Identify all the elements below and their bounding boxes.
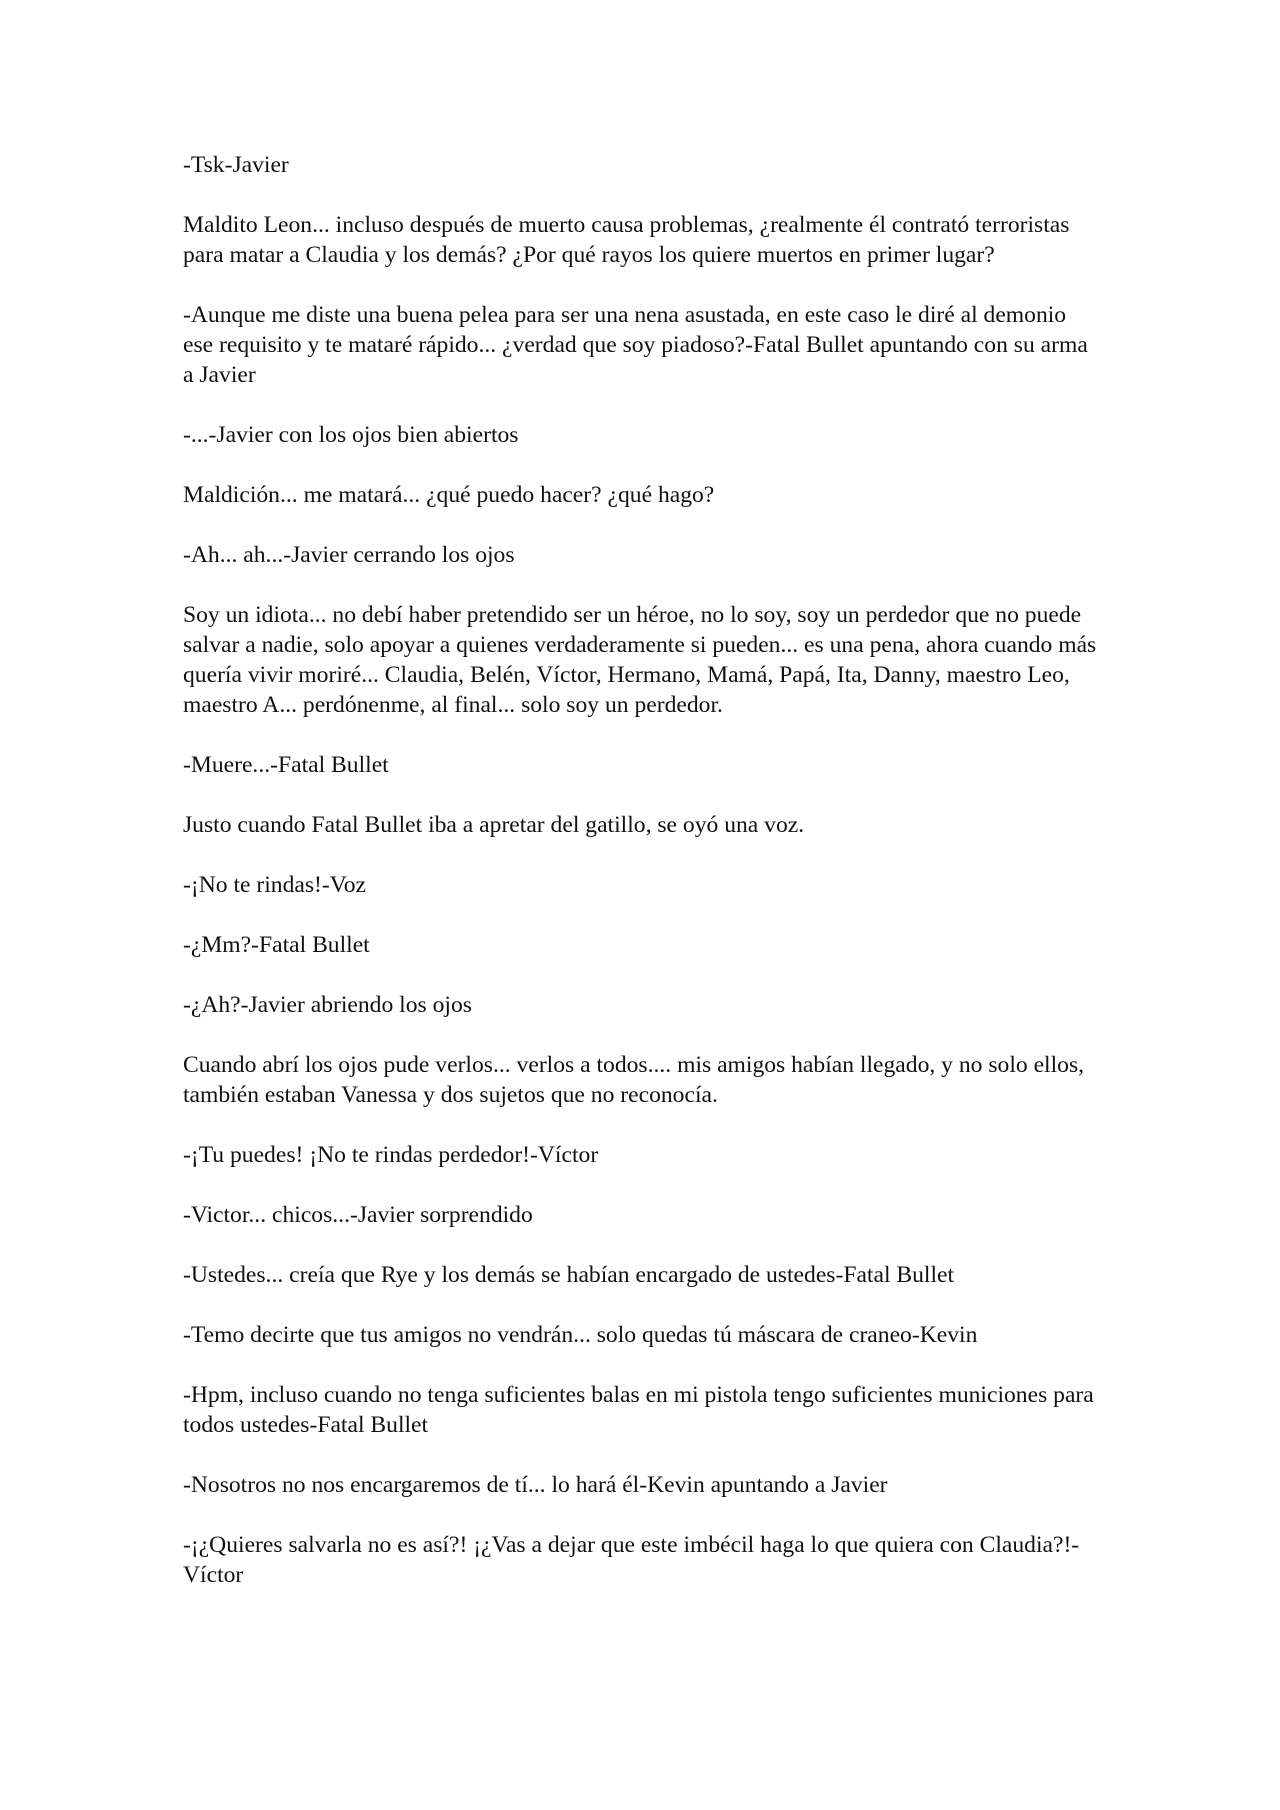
paragraph: -¡Tu puedes! ¡No te rindas perdedor!-Víctor	[183, 1142, 599, 1168]
paragraph: -Temo decirte que tus amigos no vendrán... solo quedas tú máscara de craneo-Kevin	[183, 1322, 978, 1348]
paragraph: Soy un idiota... no debí haber pretendido ser un héroe, no lo soy, soy un perdedor que no puede salvar a nadie, solo apoyar a quienes verdaderamente si pueden... es una pena, ahora cuando más quería vivir moriré... Claudia, Belén, Víctor, Hermano, Mamá, Papá, Ita, Danny, maestro Leo, maestro A... perdónenme, al final... solo soy un perdedor.	[183, 602, 1097, 718]
paragraph: -Aunque me diste una buena pelea para ser una nena asustada, en este caso le diré al demonio ese requisito y te mataré rápido... ¿verdad que soy piadoso?-Fatal Bullet apuntando con su arma a Javier	[183, 302, 1088, 388]
paragraph: -¿Ah?-Javier abriendo los ojos	[183, 992, 472, 1018]
paragraph: -Hpm, incluso cuando no tenga suficientes balas en mi pistola tengo suficientes municiones para todos ustedes-Fatal Bullet	[183, 1382, 1094, 1438]
paragraph: -¿Mm?-Fatal Bullet	[183, 932, 370, 958]
paragraph: Justo cuando Fatal Bullet iba a apretar del gatillo, se oyó una voz.	[183, 812, 805, 838]
paragraph: -Tsk-Javier	[183, 152, 289, 178]
paragraph: -...-Javier con los ojos bien abiertos	[183, 422, 519, 448]
paragraph: -Ah... ah...-Javier cerrando los ojos	[183, 542, 515, 568]
paragraph: -¡¿Quieres salvarla no es así?! ¡¿Vas a dejar que este imbécil haga lo que quiera con Claudia?!-Víctor	[183, 1532, 1080, 1588]
paragraph: -¡No te rindas!-Voz	[183, 872, 367, 898]
paragraph: -Muere...-Fatal Bullet	[183, 752, 389, 778]
document-body	[183, 150, 1098, 1620]
paragraph: Cuando abrí los ojos pude verlos... verlos a todos.... mis amigos habían llegado, y no solo ellos, también estaban Vanessa y dos sujetos que no reconocía.	[183, 1052, 1085, 1108]
paragraph: -Victor... chicos...-Javier sorprendido	[183, 1202, 533, 1228]
paragraph: -Ustedes... creía que Rye y los demás se habían encargado de ustedes-Fatal Bullet	[183, 1262, 955, 1288]
paragraph: -Nosotros no nos encargaremos de tí... lo hará él-Kevin apuntando a Javier	[183, 1472, 888, 1498]
paragraph: Maldición... me matará... ¿qué puedo hacer? ¿qué hago?	[183, 482, 715, 508]
paragraph: Maldito Leon... incluso después de muerto causa problemas, ¿realmente él contrató terroristas para matar a Claudia y los demás? ¿Por qué rayos los quiere muertos en primer lugar?	[183, 212, 1070, 268]
